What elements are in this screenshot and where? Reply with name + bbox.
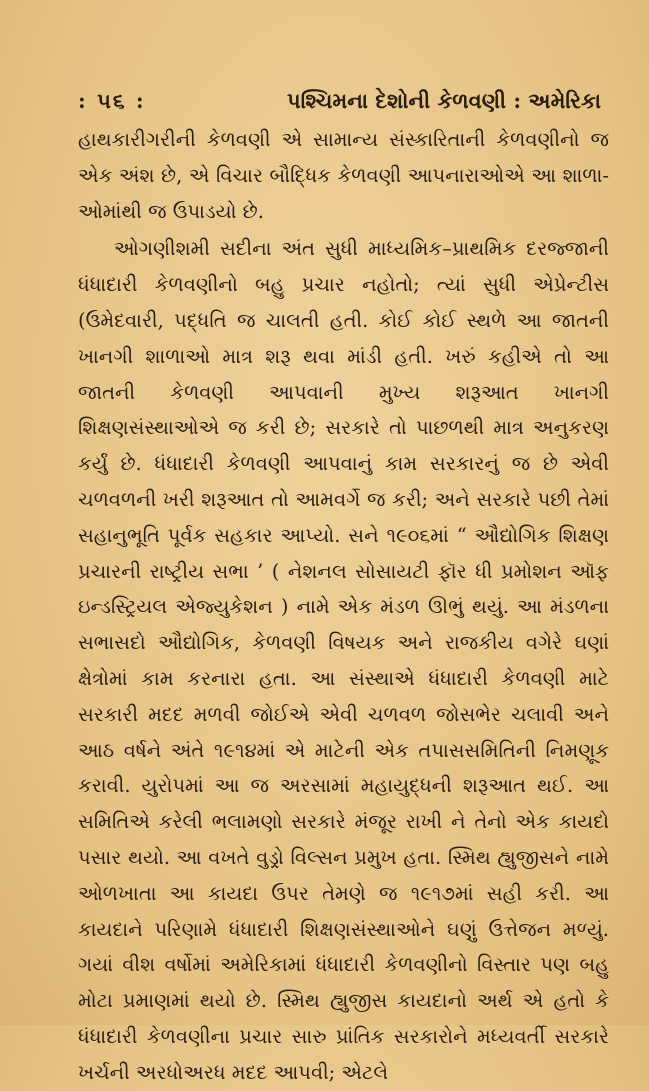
paragraph-1: હાથકારીગરીની કેળવણી એ સામાન્ય સંસ્કારિતાની કેળવણીનો જ એક અંશ છે, એ વિચાર બૌદ્ધિક કેળવણી આપનારાઓએ આ શાળા-ઓમાંથી જ ઉપાડયો છે. bbox=[78, 128, 609, 223]
running-title: પશ્ચિમના દેશોની કેળવણી : અમેરિકા bbox=[286, 88, 601, 113]
paragraph-2: ઓગણીશમી સદીના અંત સુધી માધ્યમિક–પ્રાથમિક દરજ્જાની ધંધાદારી કેળવણીનો બહુ પ્રચાર નહોતો; ત્યાં સુધી એપ્રેન્ટીસ (ઉમેદવારી, પદ્ધતિ જ ચાલતી હતી. કોઈ કોઈ સ્થળે આ જાતની ખાનગી શાળાઓ માત્ર શરૂ થવા માંડી હતી. ખરું કહીએ તો આ જાતની કેળવણી આપવાની મુખ્ય શરૂઆત ખાનગી શિક્ષણસંસ્થાઓએ જ કરી છે; સરકારે તો પાછળથી માત્ર અનુકરણ કર્યું છે. ધંધાદારી કેળવણી આપવાનું કામ સરકારનું જ છે એવી ચળવળની ખરી શરૂઆત તો આમવર્ગે જ કરી; અને સરકારે પછી તેમાં સહાનુભૂતિ પૂર્વક સહકાર આપ્યો. સને ૧૯૦૬માં “ ઔદ્યોગિક શિક્ષણ પ્રચારની રાષ્ટ્રીય સભા ’ ( નેશનલ સોસાયટી ફૉર ધી પ્રમોશન ઑફ ઇન્ડસ્ટ્રિયલ એજ્યુકેશન ) નામે એક મંડળ ઊભું થયું. આ મંડળના સભાસદો ઔદ્યોગિક, કેળવણી વિષયક અને રાજકીય વગેરે ઘણાં ક્ષેત્રોમાં કામ કરનારા હતા. આ સંસ્થાએ ધંધાદારી કેળવણી માટે સરકારી મદદ મળવી જોઈએ એવી ચળવળ જોસભેર ચલાવી અને આઠ વર્ષને અંતે ૧૯૧૪માં એ માટેની એક તપાસસમિતિની નિમણૂક કરાવી. યુરોપમાં આ જ અરસામાં મહાયુદ્ધની શરૂઆત થઈ. આ સમિતિએ કરેલી ભલામણો સરકારે મંજૂર રાખી ને તેનો એક કાયદો પસાર થયો. આ વખતે વુડ્રો વિલ્સન પ્રમુખ હતા. સ્મિથ હ્યુજીસને નામે ઓળખાતા આ કાયદા ઉપર તેમણે જ ૧૯૧૭માં સહી કરી. આ કાયદાને પરિણામે ધંધાદારી શિક્ષણસંસ્થાઓને ઘણું ઉત્તેજન મળ્યું. ગયાં વીશ વર્ષોમાં અમેરિકામાં ધંધાદારી કેળવણીનો વિસ્તાર પણ બહુ મોટા પ્રમાણમાં થયો છે. સ્મિથ હ્યુજીસ કાયદાનો અર્થ એ હતો કે ધંધાદારી કેળવણીના પ્રચાર સારુ પ્રાંતિક સરકારોને મધ્યવર્તી સરકારે ખર્ચની અરધોઅરધ મદદ આપવી; એટલે bbox=[78, 237, 609, 1084]
page-number: : ૫૬ : bbox=[78, 88, 146, 113]
page-header bbox=[78, 88, 609, 114]
body-text bbox=[78, 122, 609, 1091]
